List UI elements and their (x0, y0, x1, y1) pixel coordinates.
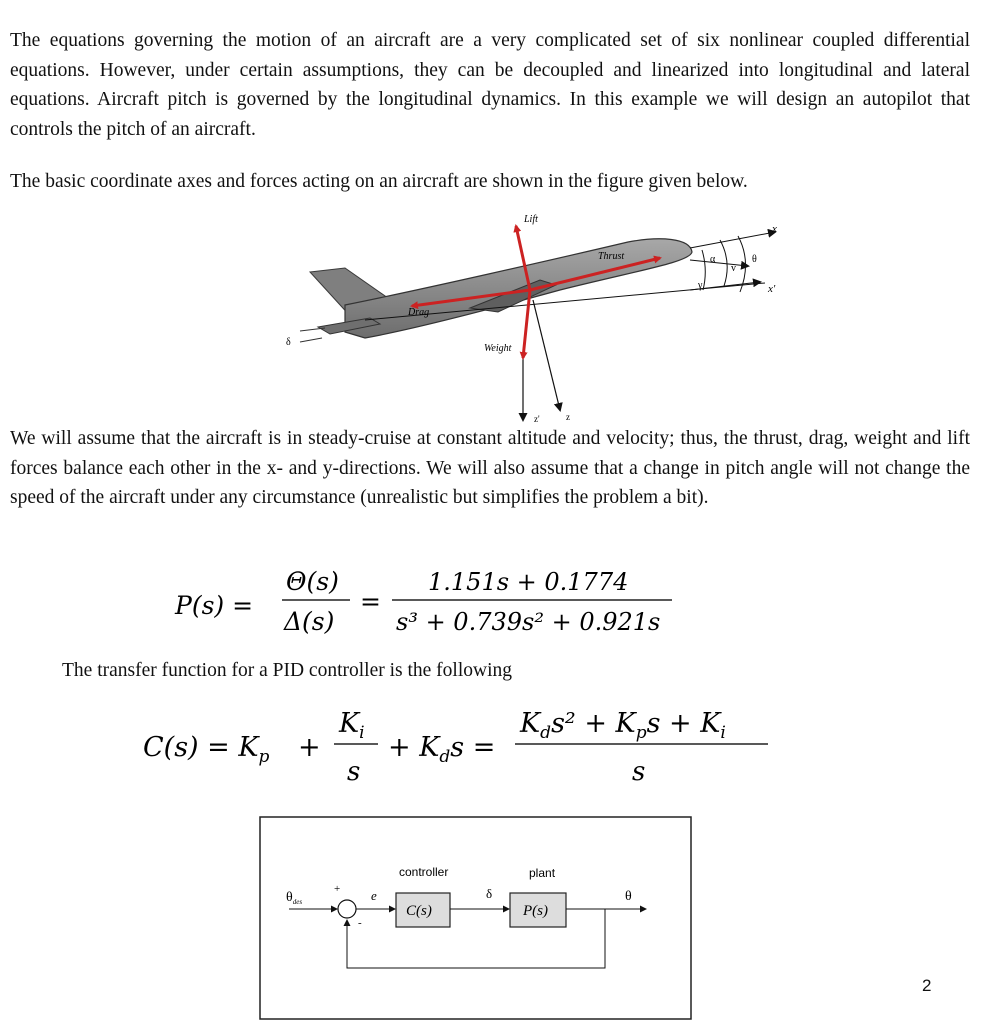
pid-result-rest: s² + K (551, 708, 636, 739)
pid-term-var: s = (450, 732, 496, 763)
minus-sign: - (358, 917, 362, 929)
aircraft-figure (0, 200, 983, 425)
controller-block-text: C(s) (406, 903, 432, 919)
plant-numerator: 1.151s + 0.1774 (428, 568, 629, 596)
plant-denominator: s³ + 0.739s² + 0.921s (396, 608, 661, 636)
plant-lhs: P(s) = (175, 591, 254, 620)
x-label: x (772, 223, 777, 235)
lift-label: Lift (524, 214, 538, 225)
pid-lhs: C(s) = K (143, 732, 259, 763)
x-axis (690, 232, 775, 248)
delta-signal-label: δ (486, 886, 493, 901)
x-prime-label: x' (768, 283, 776, 295)
pid-result-sub2: p (635, 723, 647, 743)
pid-result-rest2: s + K (646, 708, 721, 739)
intro-paragraph: The equations governing the motion of an aircraft are a very complicated set of six nonlinear coupled differential equations. However, under certain assumptions, they can be decoupled and linearized into longitudinal and lateral equations. Aircraft pitch is governed by the longitudinal dynamics. In this example we will design an autopilot that controls the pitch of an aircraft. (10, 30, 970, 140)
alpha-label: α (710, 254, 716, 265)
error-label: e (371, 888, 377, 903)
pid-result-sub3: i (720, 723, 726, 743)
axes-intro-paragraph: The basic coordinate axes and forces acting on an aircraft are shown in the figure given below. (10, 171, 748, 192)
svg-text:+ Kds = (388, 732, 495, 767)
pid-term-sub: d (439, 747, 451, 767)
plant-block-text: P(s) (523, 903, 548, 919)
thrust-label: Thrust (598, 251, 625, 262)
pid-frac-den: s (347, 757, 361, 787)
delta-label: δ (286, 337, 291, 348)
v-vector (690, 260, 748, 266)
input-sub: des (292, 898, 303, 906)
gamma-label: γ (698, 280, 703, 291)
svg-text:Kds² + Kps + Ki (519, 708, 726, 743)
page-number: 2 (922, 976, 932, 995)
output-label: θ (625, 889, 632, 904)
z-axis (533, 300, 560, 410)
pid-lhs-sub: p (258, 747, 270, 767)
pid-term: + K (388, 732, 440, 763)
drag-label: Drag (408, 307, 430, 318)
pid-frac-num-sub: i (359, 723, 365, 743)
pid-plus: + (298, 732, 321, 763)
z-label: z (566, 412, 570, 422)
input-label: θ (286, 890, 293, 905)
assumptions-paragraph: We will assume that the aircraft is in steady-cruise at constant altitude and velocity; thus, the thrust, drag, weight and lift forces balance each other in the x- and y-directions. We will also assume that a change in pitch angle will not change the speed of the aircraft under any circumstance (unrealistic but simplifies the problem a bit). (10, 428, 970, 508)
weight-label: Weight (484, 343, 512, 354)
pid-intro-text: The transfer function for a PID controller is the following (62, 660, 512, 681)
pid-result-den: s (632, 757, 646, 787)
theta-label: θ (752, 254, 757, 265)
pid-result-k: K (520, 708, 541, 739)
plant-label: plant (529, 866, 556, 880)
plant-equation (160, 562, 700, 646)
block-diagram (259, 816, 693, 1022)
summing-junction (338, 900, 356, 918)
v-label: v (731, 263, 736, 274)
diagram-frame (260, 817, 691, 1019)
plant-equals: = (360, 587, 381, 616)
plant-ratio-den: Δ(s) (284, 607, 335, 636)
svg-text:Ki (338, 708, 365, 743)
plant-ratio-num: Θ(s) (286, 567, 339, 596)
controller-label: controller (399, 865, 449, 879)
pid-equation (140, 700, 780, 790)
svg-text:C(s) = Kp (143, 732, 270, 767)
pid-frac-num: K (339, 708, 360, 739)
plus-sign: + (334, 883, 341, 895)
pid-result-sub1: d (540, 723, 552, 743)
z-prime-label: z' (534, 414, 540, 424)
